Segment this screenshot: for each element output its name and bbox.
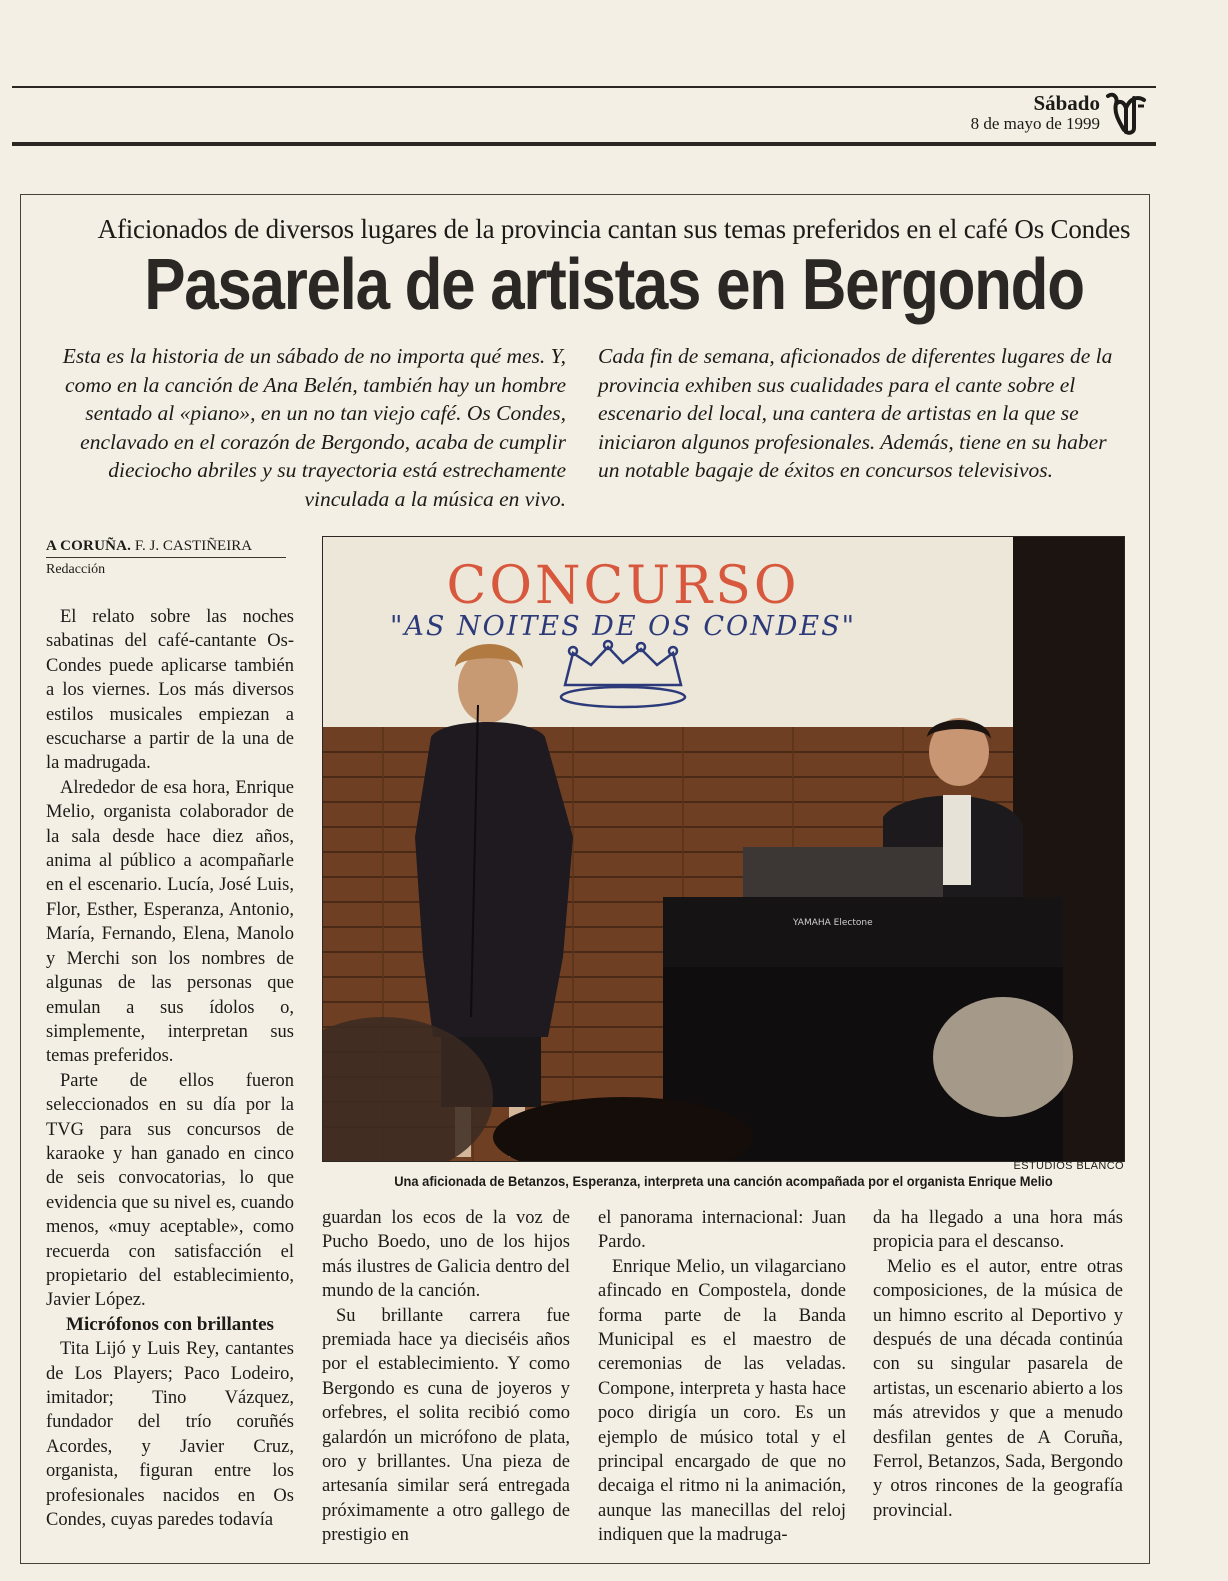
byline-role: Redacción — [46, 562, 106, 577]
body-paragraph: Su brillante carrera fue premiada hace ya dieciséis años por el establecimiento. Y como Bergondo es cuna de joyeros y orfebres, el solita recibió como galardón un micrófono de plata, oro y brillantes. Una pieza de artesanía similar será entregada próximamente a otro gallego de prestigio en — [322, 1305, 570, 1546]
byline-rule — [46, 557, 286, 558]
photo-illustration — [323, 537, 1125, 1162]
article-headline: Pasarela de artistas en Bergondo — [144, 245, 1084, 325]
masthead-date: 8 de mayo de 1999 — [970, 114, 1100, 134]
masthead-dateblock — [971, 92, 1100, 134]
body-paragraph: Alrededor de esa hora, Enrique Melio, organista colaborador de la sala desde hace diez años, anima al público a acompañarle en el escenario. Lucía, José Luis, Flor, Esther, Esperanza, Antonio, María, Fernando, Elena, Manolo y Merchi son los nombres de algunas de las personas que emulan a sus ídolos o, simplemente, interpretan sus temas preferidos. — [46, 777, 294, 1067]
body-paragraph: el panorama internacional: Juan Pardo. — [598, 1208, 846, 1253]
newspaper-logo-icon — [1104, 90, 1148, 136]
section-subhead: Micrófonos con brillantes — [66, 1313, 274, 1335]
byline-author: F. J. CASTIÑEIRA — [134, 538, 253, 554]
body-column-4 — [873, 1206, 1123, 1523]
lead-paragraph-left: Esta es la historia de un sábado de no importa qué mes. Y, como en la canción de Ana Belén, también hay un hombre sentado al «piano», en un no tan viejo café. Os Condes, enclavado en el corazón de Bergondo, acaba de cumplir dieciocho abriles y su trayectoria está estrechamente vinculada a la música en vivo. — [62, 344, 566, 511]
byline — [46, 538, 286, 578]
body-column-1 — [46, 605, 294, 1532]
body-paragraph: da ha llegado a una hora más propicia para el descanso. — [873, 1208, 1123, 1253]
masthead-day: Sábado — [1033, 91, 1100, 115]
body-paragraph: guardan los ecos de la voz de Pucho Boedo, uno de los hijos más ilustres de Galicia dentro del mundo de la canción. — [322, 1208, 570, 1302]
body-paragraph: Melio es el autor, entre otras composiciones, de la música de un himno escrito al Deportivo y después de una década continúa con su singular pasarela de artistas, un escenario abierto a los más atrevidos y que a menudo desfilan gentes de A Coruña, Ferrol, Betanzos, Sada, Bergondo y otros rincones de la geografía provincial. — [873, 1256, 1123, 1521]
photo-caption: Una aficionada de Betanzos, Esperanza, interpreta una canción acompañada por el organista Enrique Melio — [394, 1173, 1053, 1189]
masthead-top-rule — [12, 86, 1156, 88]
byline-location: A CORUÑA. — [46, 538, 132, 554]
body-column-2 — [322, 1206, 570, 1548]
masthead-bottom-rule — [12, 142, 1156, 146]
body-paragraph: Tita Lijó y Luis Rey, cantantes de Los Players; Paco Lodeiro, imitador; Tino Vázquez, fundador del trío coruñés Acordes, y Javier Cruz, organista, figuran entre los profesionales nacidos en Os Condes, cuyas paredes todavía — [46, 1339, 294, 1531]
body-paragraph: Parte de ellos fueron seleccionados en su día por la TVG para sus concursos de karaoke y han ganado en cinco de seis convocatorias, lo que evidencia que su nivel es, cuando menos, «muy aceptable», como recuerda con satisfacción el propietario del establecimiento, Javier López. — [46, 1070, 294, 1311]
photo-credit: ESTUDIOS BLANCO — [1013, 1160, 1124, 1172]
article-kicker: Aficionados de diversos lugares de la provincia cantan sus temas preferidos en el café Os Condes — [97, 214, 1131, 244]
keyboard-brand-label: YAMAHA Electone — [793, 918, 873, 928]
photo-banner-subtitle: "AS NOITES DE OS CONDES" — [389, 611, 857, 642]
photo-banner-title: CONCURSO — [446, 556, 800, 616]
body-paragraph: El relato sobre las noches sabatinas del café-cantante Os-Condes puede aplicarse también a los viernes. Los más diversos estilos musicales empiezan a escucharse a partir de la una de la madrugada. — [46, 607, 294, 774]
body-column-3 — [598, 1206, 846, 1548]
article-photo — [322, 536, 1125, 1162]
body-paragraph: Enrique Melio, un vilagarciano afincado en Compostela, donde forma parte de la Banda Municipal es el maestro de ceremonias de las veladas. Compone, interpreta y hasta hace poco dirigía un coro. Es un ejemplo de músico total y el principal encargado de que no decaiga el ritmo ni la animación, aunque las manecillas del reloj indiquen que la madruga- — [598, 1256, 846, 1546]
lead-paragraph-right: Cada fin de semana, aficionados de diferentes lugares de la provincia exhiben sus cualidades para el cante sobre el escenario del local, una cantera de artistas en la que se iniciaron algunos profesionales. Además, tiene en su haber un notable bagaje de éxitos en concursos televisivos. — [598, 344, 1113, 483]
